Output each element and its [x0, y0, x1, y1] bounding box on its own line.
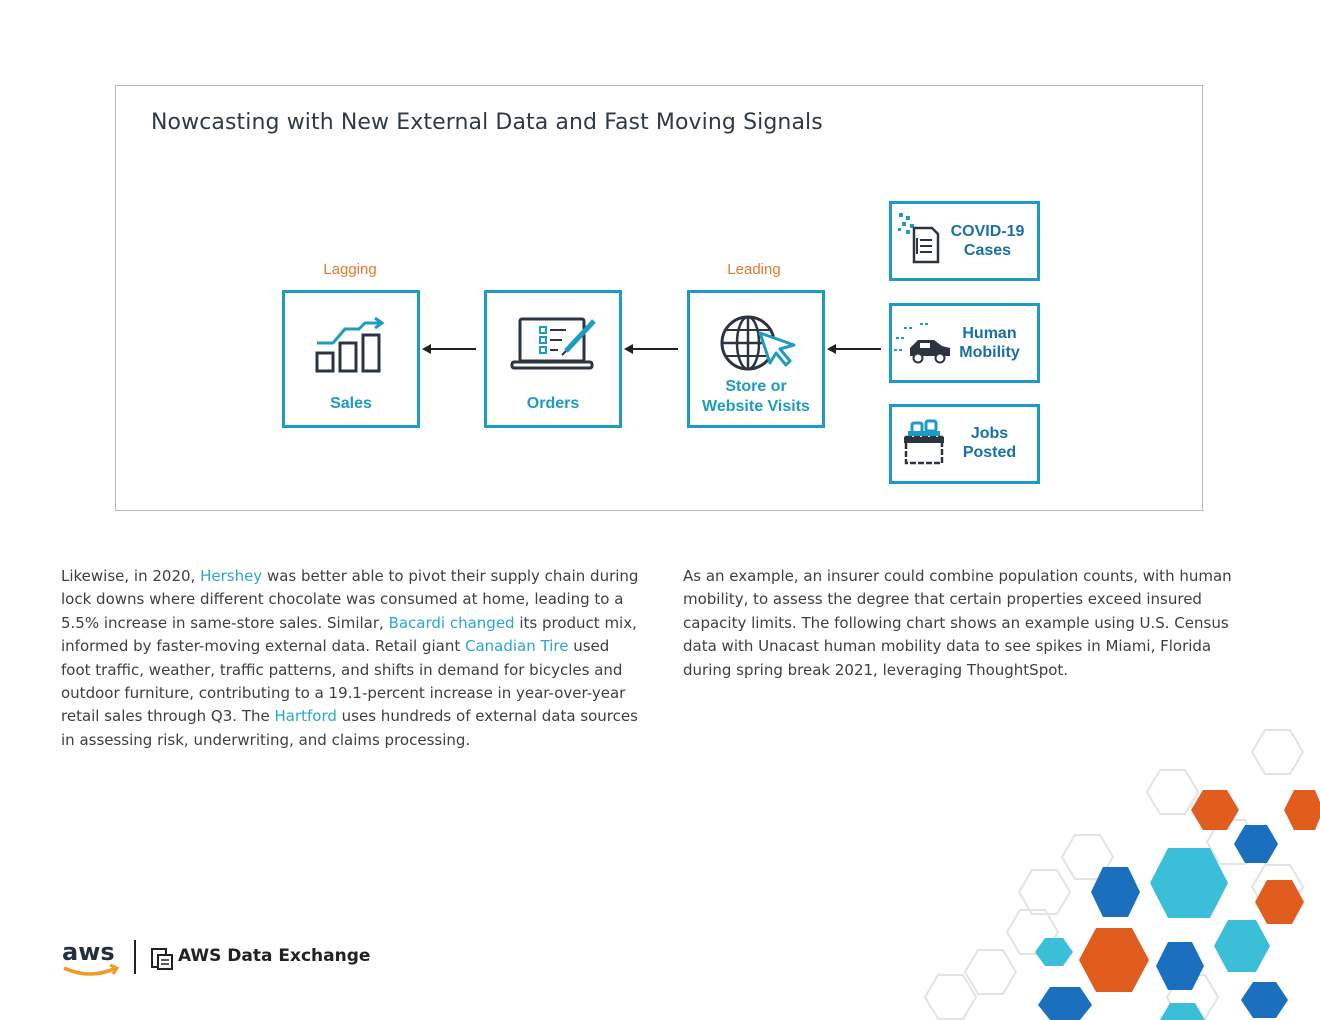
inline-link[interactable]: Bacardi changed [388, 613, 515, 632]
orders-box [484, 290, 622, 428]
aws-logo-text: aws [62, 938, 115, 966]
footer-divider [134, 940, 136, 974]
covid-cases-box [889, 201, 1040, 281]
arrow-orders-to-sales [422, 343, 478, 355]
left-paragraph [61, 565, 639, 752]
inline-link[interactable]: Hershey [200, 567, 263, 585]
jobs-posted-box [889, 404, 1040, 484]
globe-cursor-icon [716, 311, 802, 375]
data-exchange-icon [150, 945, 174, 971]
jobs-posted-label: Jobs Posted [962, 425, 1017, 461]
moving-car-icon [892, 322, 952, 366]
diagram-frame [115, 85, 1203, 511]
sales-label: Sales [330, 395, 372, 412]
paragraph-text: its product mix, informed by faster-moving external data. Retail giant [61, 613, 637, 656]
bar-growth-icon [313, 317, 393, 377]
arrow-visits-to-orders [624, 343, 680, 355]
inline-link[interactable]: Canadian Tire [464, 637, 569, 656]
paragraph-text: Likewise, in 2020, [61, 567, 201, 585]
sales-box [282, 290, 420, 428]
covid-cases-label: COVID-19 Cases [950, 223, 1025, 259]
diagram-title: Nowcasting with New External Data and Fast Moving Signals [151, 110, 823, 135]
paragraph-text: uses hundreds of external data sources in assessing risk, underwriting, and claims processing. [61, 707, 638, 749]
visits-label: Store or Website Visits [702, 378, 810, 415]
inline-link[interactable]: Hartford [274, 707, 337, 726]
laptop-checklist-icon [510, 315, 602, 375]
hexagon-pattern-decoration [920, 720, 1320, 1020]
paragraph-text: was better able to pivot their supply chain during lock downs where different chocolate was consumed at home, leading to a 5.5% increase in same-store sales. Similar, [61, 567, 639, 632]
lagging-tag: Lagging [323, 261, 377, 278]
human-mobility-label: Human Mobility [959, 325, 1020, 361]
leading-tag: Leading [727, 261, 781, 278]
aws-logo [60, 936, 124, 980]
orders-label: Orders [526, 395, 580, 412]
paragraph-text: used foot traffic, weather, traffic patterns, and shifts in demand for bicycles and outdoor furniture, contributing to a 19.1-percent increase in year-over-year retail sales through Q3. The [61, 637, 626, 726]
visits-box [687, 290, 825, 428]
arrow-signals-to-visits [827, 343, 883, 355]
job-board-icon [902, 417, 948, 469]
human-mobility-box [889, 303, 1040, 383]
aws-data-exchange-brand: AWS Data Exchange [178, 946, 371, 966]
covid-report-icon [896, 210, 942, 266]
right-paragraph: As an example, an insurer could combine population counts, with human mobility, to assess the degree that certain properties exceed insured capacity limits. The following chart shows an example using U.S. Census data with Unacast human mobility data to see spikes in Miami, Florida during spring break 2021, leveraging ThoughtSpot. [683, 567, 1232, 679]
